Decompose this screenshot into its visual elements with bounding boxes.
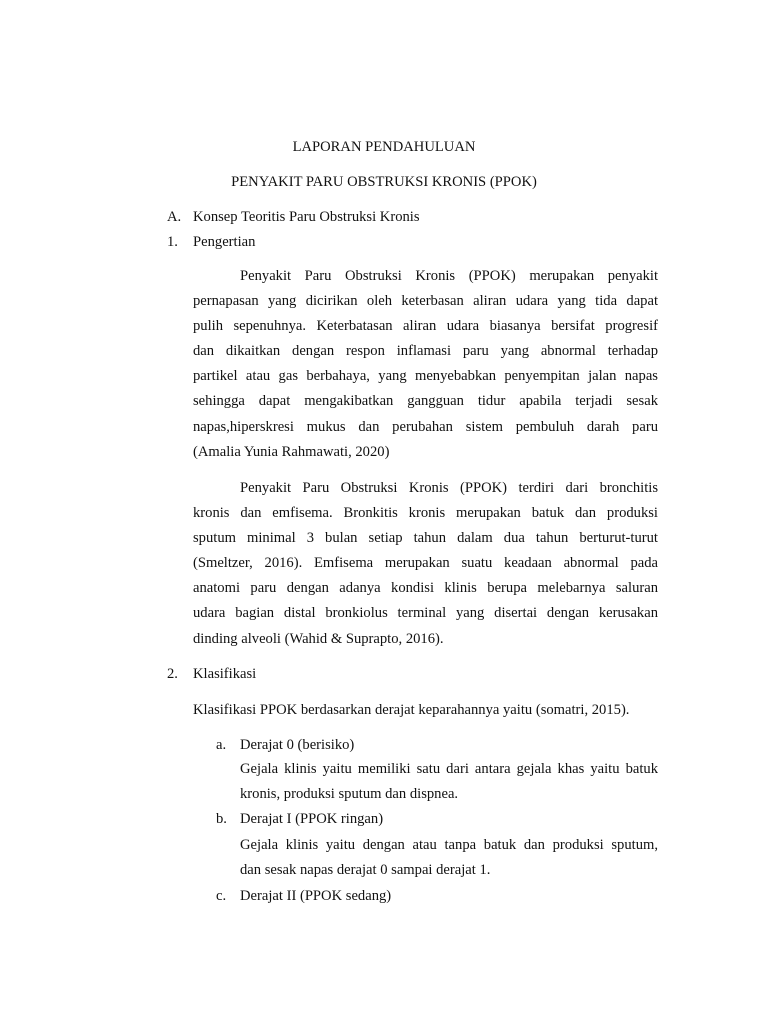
paragraph-line: Gejala klinis yaitu dengan atau tanpa batuk dan produksi sputum, [240,837,658,853]
paragraph-line: dan sesak napas derajat 0 sampai derajat 1. [240,862,491,879]
paragraph-line: kronis, produksi sputum dan dispnea. [240,786,459,803]
paragraph-line: pulih sepenuhnya. Keterbatasan aliran udara biasanya bersifat progresif [193,318,658,335]
section-a-marker: A. [167,209,182,225]
paragraph-pengertian-1 [193,267,658,468]
paragraph-line: sputum minimal 3 bulan setiap tahun dalam dua tahun berturut-turut [193,530,658,547]
sub-item-a-marker: a. [216,737,227,753]
paragraph-line: dinding alveoli (Wahid & Suprapto, 2016). [193,630,444,647]
sub-item-b-body [240,836,658,886]
paragraph-line: sehingga dapat mengakibatkan gangguan tidur apabila terjadi sesak [193,393,658,410]
sub-item-a-body [240,760,658,810]
item-1-heading: Pengertian [193,234,256,250]
paragraph-pengertian-2 [193,479,658,655]
paragraph-line: udara bagian distal bronkiolus terminal yang disertai dengan kerusakan [193,605,658,622]
paragraph-line: Penyakit Paru Obstruksi Kronis (PPOK) terdiri dari bronchitis [240,480,658,496]
section-a-heading: Konsep Teoritis Paru Obstruksi Kronis [193,209,420,225]
sub-item-b-marker: b. [216,811,227,827]
klasifikasi-intro: Klasifikasi PPOK berdasarkan derajat keparahannya yaitu (somatri, 2015). [193,702,630,718]
paragraph-line: napas,hiperskresi mukus dan perubahan sistem pembuluh darah paru [193,418,658,435]
paragraph-line: (Smeltzer, 2016). Emfisema merupakan suatu keadaan abnormal pada [193,555,658,572]
paragraph-line: Gejala klinis yaitu memiliki satu dari antara gejala khas yaitu batuk [240,761,658,777]
sub-item-c-marker: c. [216,888,227,904]
page-subtitle: PENYAKIT PARU OBSTRUKSI KRONIS (PPOK) [231,174,537,190]
item-1-marker: 1. [167,234,178,250]
sub-item-c-heading: Derajat II (PPOK sedang) [240,888,392,904]
paragraph-line: anatomi paru dengan adanya kondisi klinis berupa melebarnya saluran [193,580,658,597]
paragraph-line: partikel atau gas berbahaya, yang menyebabkan penyempitan jalan napas [193,368,658,385]
paragraph-line: kronis dan emfisema. Bronkitis kronis merupakan batuk dan produksi [193,505,658,522]
page-title: LAPORAN PENDAHULUAN [292,139,476,155]
paragraph-line: pernapasan yang dicirikan oleh keterbasan aliran udara yang tida dapat [193,293,658,310]
paragraph-line: Penyakit Paru Obstruksi Kronis (PPOK) merupakan penyakit [240,268,658,284]
paragraph-line: dan dikaitkan dengan respon inflamasi paru yang abnormal terhadap [193,343,658,360]
paragraph-line: (Amalia Yunia Rahmawati, 2020) [193,443,390,460]
sub-item-b-heading: Derajat I (PPOK ringan) [240,811,384,827]
item-2-heading: Klasifikasi [193,666,257,682]
item-2-marker: 2. [167,666,178,682]
sub-item-a-heading: Derajat 0 (berisiko) [240,737,355,753]
